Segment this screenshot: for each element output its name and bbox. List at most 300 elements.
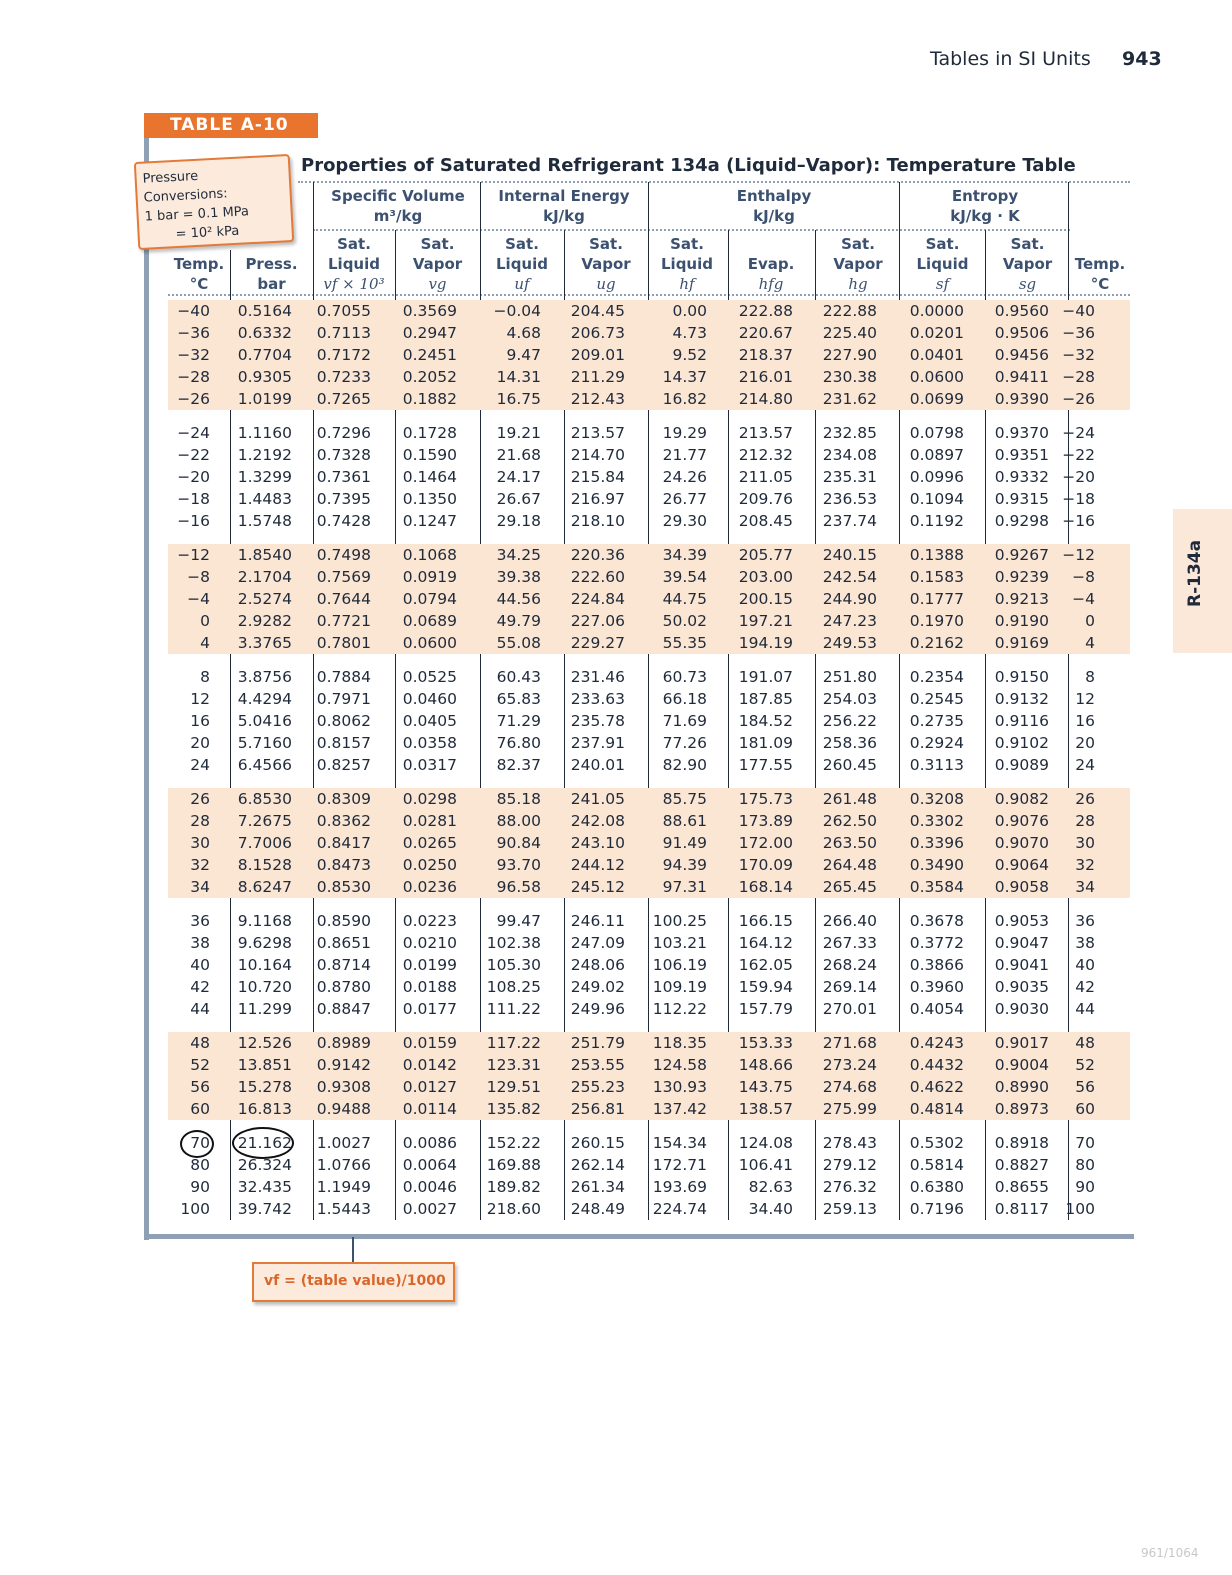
table-cell: 56 (168, 1076, 230, 1098)
gap-cell (168, 1120, 1130, 1132)
table-cell: 90.84 (465, 832, 549, 854)
table-cell: 10.164 (237, 956, 292, 974)
col-hf: Sat. Liquid hf (661, 235, 713, 293)
table-cell: 38 (1075, 934, 1095, 952)
table-cell: 245.12 (549, 876, 633, 898)
table-cell: 0.5302 (909, 1134, 964, 1152)
table-cell: −4 (1057, 588, 1130, 610)
table-cell: 214.70 (570, 446, 625, 464)
table-cell: 248.49 (570, 1200, 625, 1218)
table-cell: 90 (190, 1178, 210, 1196)
table-cell: 0.0405 (402, 712, 457, 730)
table-cell: 52 (168, 1054, 230, 1076)
table-cell: 34 (1057, 876, 1130, 898)
table-cell: 0.9411 (972, 366, 1057, 388)
table-cell: 0.9102 (994, 734, 1049, 752)
table-cell: −0.04 (465, 300, 549, 322)
table-cell: 0.0897 (909, 446, 964, 464)
table-cell: 256.81 (549, 1098, 633, 1120)
table-cell: 85.18 (465, 788, 549, 810)
table-cell: 0.8117 (994, 1200, 1049, 1218)
table-cell: 232.85 (822, 424, 877, 442)
table-cell: −16 (1062, 512, 1095, 530)
table-cell: 0.0689 (379, 610, 465, 632)
table-row (168, 1098, 1130, 1120)
table-cell: 0.5814 (909, 1156, 964, 1174)
table-cell: 260.15 (570, 1134, 625, 1152)
table-cell: 0.1882 (379, 388, 465, 410)
table-cell: 0.1583 (885, 566, 972, 588)
left-rule (144, 138, 149, 1240)
table-cell: 36 (190, 912, 210, 930)
table-cell: 96.58 (465, 876, 549, 898)
table-cell: 5.7160 (237, 734, 292, 752)
table-cell: 0.8714 (316, 956, 371, 974)
table-cell: 0.9070 (972, 832, 1057, 854)
table-cell: 215.84 (570, 468, 625, 486)
table-cell: 259.13 (822, 1200, 877, 1218)
table-cell: 0.1247 (402, 512, 457, 530)
table-cell: 237.91 (570, 734, 625, 752)
table-cell: 0.0699 (885, 388, 972, 410)
table-cell: 0.9169 (972, 632, 1057, 654)
running-head: Tables in SI Units (930, 48, 1091, 70)
table-row (168, 632, 1130, 654)
table-cell: 6.4566 (237, 756, 292, 774)
col-sf: Sat. Liquid sf (916, 235, 969, 293)
table-cell: 231.46 (570, 668, 625, 686)
table-cell: 0.9370 (994, 424, 1049, 442)
table-cell: 34.40 (748, 1200, 793, 1218)
table-cell: 117.22 (465, 1032, 549, 1054)
table-cell: 0.0358 (402, 734, 457, 752)
table-cell: 118.35 (633, 1032, 715, 1054)
table-cell: 216.01 (715, 366, 801, 388)
table-cell: 100 (180, 1200, 210, 1218)
table-row (168, 444, 1130, 466)
table-cell: 3.3765 (230, 632, 300, 654)
gap-cell (168, 654, 1130, 666)
col-temp: Temp. °C (173, 255, 225, 293)
table-cell: 1.1160 (237, 424, 292, 442)
table-cell: 19.21 (496, 424, 541, 442)
table-cell: 1.4483 (237, 490, 292, 508)
group-gap (168, 1120, 1130, 1132)
table-cell: 0.8847 (316, 1000, 371, 1018)
table-cell: 218.60 (486, 1200, 541, 1218)
table-cell: 50.02 (633, 610, 715, 632)
table-cell: 273.24 (801, 1054, 885, 1076)
table-cell: 143.75 (715, 1076, 801, 1098)
table-row (168, 300, 1130, 322)
table-cell: −12 (168, 544, 230, 566)
table-cell: 227.06 (549, 610, 633, 632)
table-cell: 0.0460 (402, 690, 457, 708)
table-cell: 0.2052 (379, 366, 465, 388)
table-cell: 106.19 (652, 956, 707, 974)
table-cell: 0.0046 (402, 1178, 457, 1196)
table-cell: 152.22 (486, 1134, 541, 1152)
gap-cell (168, 532, 1130, 544)
table-row (168, 488, 1130, 510)
table-cell: 0.0114 (379, 1098, 465, 1120)
table-cell: 0.0064 (402, 1156, 457, 1174)
group-entropy: Entropy kJ/kg · K (950, 187, 1020, 225)
table-cell: 0.2735 (909, 712, 964, 730)
table-cell: 212.32 (738, 446, 793, 464)
table-cell: 197.21 (715, 610, 801, 632)
table-cell: 65.83 (496, 690, 541, 708)
table-cell: 200.15 (715, 588, 801, 610)
table-row (168, 1076, 1130, 1098)
table-cell: 6.8530 (230, 788, 300, 810)
table-cell: 0.0265 (379, 832, 465, 854)
table-cell: −32 (168, 344, 230, 366)
table-cell: 211.05 (738, 468, 793, 486)
table-cell: 44.56 (465, 588, 549, 610)
table-cell: 242.08 (549, 810, 633, 832)
table-cell: 32 (1057, 854, 1130, 876)
table-cell: 0.8989 (300, 1032, 379, 1054)
table-cell: 235.78 (570, 712, 625, 730)
table-cell: 0.7801 (300, 632, 379, 654)
table-cell: 264.48 (801, 854, 885, 876)
table-cell: 28 (168, 810, 230, 832)
table-cell: 208.45 (738, 512, 793, 530)
table-cell: 0.8062 (316, 712, 371, 730)
table-row (168, 732, 1130, 754)
table-cell: 0.8990 (972, 1076, 1057, 1098)
table-cell: 16 (1075, 712, 1095, 730)
table-row (168, 322, 1130, 344)
table-row (168, 544, 1130, 566)
table-cell: 0 (168, 610, 230, 632)
note-stem (352, 1237, 354, 1265)
table-cell: 77.26 (662, 734, 707, 752)
table-cell: 90 (1075, 1178, 1095, 1196)
table-cell: 246.11 (570, 912, 625, 930)
table-row (168, 832, 1130, 854)
table-cell: 220.36 (549, 544, 633, 566)
table-cell: 0.0281 (379, 810, 465, 832)
table-cell: 34 (168, 876, 230, 898)
table-cell: 26.77 (662, 490, 707, 508)
table-cell: 16 (190, 712, 210, 730)
table-cell: 274.68 (801, 1076, 885, 1098)
table-cell: 93.70 (465, 854, 549, 876)
table-cell: 234.08 (822, 446, 877, 464)
table-cell: 32.435 (237, 1178, 292, 1196)
table-cell: 1.0766 (316, 1156, 371, 1174)
table-cell: 172.71 (652, 1156, 707, 1174)
table-cell: 60.43 (496, 668, 541, 686)
table-cell: 193.69 (652, 1178, 707, 1196)
table-cell: 8.1528 (230, 854, 300, 876)
gap-cell (168, 1020, 1130, 1032)
table-cell: 0.4432 (885, 1054, 972, 1076)
table-cell: 0.8651 (316, 934, 371, 952)
table-cell: 0.4054 (909, 1000, 964, 1018)
table-cell: 194.19 (715, 632, 801, 654)
table-body (168, 300, 1130, 1220)
table-cell: 137.42 (633, 1098, 715, 1120)
table-cell: 2.9282 (230, 610, 300, 632)
table-cell: 0.9305 (230, 366, 300, 388)
table-cell: 0.0996 (909, 468, 964, 486)
table-cell: 242.54 (801, 566, 885, 588)
table-cell: 80 (190, 1156, 210, 1174)
page-number: 943 (1122, 48, 1162, 70)
table-cell: 14.37 (633, 366, 715, 388)
table-cell: 0.7428 (316, 512, 371, 530)
table-cell: 70 (190, 1134, 210, 1152)
table-cell: 265.45 (801, 876, 885, 898)
table-cell: 0.9332 (994, 468, 1049, 486)
table-cell: 100 (1065, 1200, 1095, 1218)
table-cell: 111.22 (486, 1000, 541, 1018)
table-row (168, 710, 1130, 732)
table-cell: 12 (190, 690, 210, 708)
group-gap (168, 410, 1130, 422)
table-cell: 82.90 (662, 756, 707, 774)
table-cell: 32 (168, 854, 230, 876)
table-cell: 88.00 (465, 810, 549, 832)
table-cell: 0.0317 (402, 756, 457, 774)
table-cell: 0.9298 (994, 512, 1049, 530)
table-cell: 0.9132 (994, 690, 1049, 708)
table-row (168, 666, 1130, 688)
table-cell: 0.9058 (972, 876, 1057, 898)
table-cell: 236.53 (822, 490, 877, 508)
side-tab-label: R-134a (1185, 539, 1205, 607)
pressure-conversion-line2: = 10² kPa (175, 223, 240, 243)
table-cell: 0.3866 (909, 956, 964, 974)
table-cell: 0.9116 (994, 712, 1049, 730)
table-cell: 42 (1075, 978, 1095, 996)
table-cell: 0.4814 (885, 1098, 972, 1120)
table-cell: 1.5443 (316, 1200, 371, 1218)
table-cell: 0.9390 (972, 388, 1057, 410)
table-cell: 9.47 (465, 344, 549, 366)
table-cell: 212.43 (549, 388, 633, 410)
table-cell: 240.15 (801, 544, 885, 566)
table-cell: 214.80 (715, 388, 801, 410)
table-cell: 0.1094 (909, 490, 964, 508)
table-cell: 76.80 (496, 734, 541, 752)
table-cell: −24 (177, 424, 210, 442)
table-cell: 0 (1057, 610, 1130, 632)
table-cell: 0.9267 (972, 544, 1057, 566)
table-cell: 0.3302 (885, 810, 972, 832)
table-cell: 135.82 (465, 1098, 549, 1120)
table-cell: 162.05 (738, 956, 793, 974)
table-cell: 0.9017 (972, 1032, 1057, 1054)
col-hfg: Evap. hfg (747, 255, 795, 293)
table-cell: 0.0027 (402, 1200, 457, 1218)
table-cell: 94.39 (633, 854, 715, 876)
table-cell: −8 (168, 566, 230, 588)
table-cell: 209.76 (738, 490, 793, 508)
table-cell: −4 (168, 588, 230, 610)
table-row (168, 566, 1130, 588)
table-cell: 109.19 (652, 978, 707, 996)
table-cell: 0.1350 (402, 490, 457, 508)
table-cell: 55.08 (465, 632, 549, 654)
table-cell: 9.1168 (237, 912, 292, 930)
table-cell: 204.45 (549, 300, 633, 322)
table-cell: 124.08 (738, 1134, 793, 1152)
table-cell: 0.0600 (885, 366, 972, 388)
table-cell: 66.18 (662, 690, 707, 708)
table-cell: 266.40 (822, 912, 877, 930)
table-cell: 0.8780 (316, 978, 371, 996)
table-cell: 0.0250 (379, 854, 465, 876)
table-cell: 157.79 (738, 1000, 793, 1018)
table-cell: 229.27 (549, 632, 633, 654)
table-cell: 21.162 (237, 1134, 292, 1152)
table-cell: 0.5164 (230, 300, 300, 322)
table-cell: 267.33 (822, 934, 877, 952)
table-cell: 0.7233 (300, 366, 379, 388)
table-cell: 29.30 (662, 512, 707, 530)
table-cell: 39.38 (465, 566, 549, 588)
table-cell: 0.7704 (230, 344, 300, 366)
table-cell: 269.14 (822, 978, 877, 996)
table-cell: 220.67 (715, 322, 801, 344)
table-cell: 172.00 (715, 832, 801, 854)
table-cell: 29.18 (496, 512, 541, 530)
table-cell: 261.34 (570, 1178, 625, 1196)
table-row (168, 932, 1130, 954)
table-cell: 268.24 (822, 956, 877, 974)
annotation-circle-press (232, 1127, 294, 1159)
col-vf: Sat. Liquid vf × 10³ (323, 235, 385, 293)
table-cell: 60.73 (662, 668, 707, 686)
table-cell: 168.14 (715, 876, 801, 898)
table-cell: 0.3584 (885, 876, 972, 898)
table-cell: 1.0199 (230, 388, 300, 410)
group-gap (168, 532, 1130, 544)
table-cell: 71.69 (662, 712, 707, 730)
col-press: Press. bar (245, 255, 298, 293)
table-cell: 0.0199 (402, 956, 457, 974)
table-cell: 203.00 (715, 566, 801, 588)
table-cell: 169.88 (486, 1156, 541, 1174)
table-cell: 24 (190, 756, 210, 774)
table-cell: 279.12 (822, 1156, 877, 1174)
table-cell: 0.0798 (909, 424, 964, 442)
table-cell: 1.3299 (237, 468, 292, 486)
table-cell: 222.88 (801, 300, 885, 322)
table-cell: 0.0236 (379, 876, 465, 898)
table-row (168, 1054, 1130, 1076)
table-row (168, 588, 1130, 610)
table-cell: 211.29 (549, 366, 633, 388)
table-cell: 225.40 (801, 322, 885, 344)
table-cell: 55.35 (633, 632, 715, 654)
gap-cell (168, 776, 1130, 788)
table-cell: 254.03 (822, 690, 877, 708)
table-cell: 240.01 (570, 756, 625, 774)
group-enthalpy: Enthalpy kJ/kg (736, 187, 812, 225)
table-cell: 36 (1075, 912, 1095, 930)
table-cell: 173.89 (715, 810, 801, 832)
table-row (168, 466, 1130, 488)
table-cell: 24 (1075, 756, 1095, 774)
table-row (168, 388, 1130, 410)
table-cell: 0.9047 (994, 934, 1049, 952)
table-cell: 42 (190, 978, 210, 996)
table-cell: 0.2354 (909, 668, 964, 686)
table-row (168, 422, 1130, 444)
table-cell: 1.0027 (316, 1134, 371, 1152)
table-cell: 97.31 (633, 876, 715, 898)
table-cell: 19.29 (662, 424, 707, 442)
table-cell: 0.3678 (909, 912, 964, 930)
table-cell: 243.10 (549, 832, 633, 854)
group-rule (313, 229, 1070, 231)
table-cell: 0.4243 (885, 1032, 972, 1054)
table-cell: 275.99 (801, 1098, 885, 1120)
table-cell: 0.8257 (316, 756, 371, 774)
table-cell: 20 (190, 734, 210, 752)
table-cell: 191.07 (738, 668, 793, 686)
table-cell: 216.97 (570, 490, 625, 508)
table-row (168, 366, 1130, 388)
table-cell: 249.96 (570, 1000, 625, 1018)
table-cell: 30 (1057, 832, 1130, 854)
table-cell: 39.742 (237, 1200, 292, 1218)
table-cell: 0.0210 (402, 934, 457, 952)
table-cell: 0.9308 (300, 1076, 379, 1098)
table-cell: 11.299 (237, 1000, 292, 1018)
table-cell: 15.278 (230, 1076, 300, 1098)
table-row (168, 1154, 1130, 1176)
table-cell: 30 (168, 832, 230, 854)
table-cell: 82.63 (748, 1178, 793, 1196)
table-row (168, 754, 1130, 776)
table-cell: 244.12 (549, 854, 633, 876)
table-cell: 241.05 (549, 788, 633, 810)
table-cell: 99.47 (496, 912, 541, 930)
table-cell: 233.63 (570, 690, 625, 708)
table-cell: 4.4294 (237, 690, 292, 708)
table-cell: 0.7644 (300, 588, 379, 610)
table-cell: 60 (1057, 1098, 1130, 1120)
table-cell: −40 (168, 300, 230, 322)
pressure-conversions-title: Pressure Conversions: (142, 168, 229, 206)
table-cell: −28 (1057, 366, 1130, 388)
table-cell: 71.29 (496, 712, 541, 730)
table-cell: 4.68 (465, 322, 549, 344)
table-cell: 248.06 (570, 956, 625, 974)
table-cell: 1.1949 (316, 1178, 371, 1196)
table-cell: 154.34 (652, 1134, 707, 1152)
table-cell: 0.8655 (994, 1178, 1049, 1196)
table-row (168, 910, 1130, 932)
table-cell: 0.9089 (994, 756, 1049, 774)
table-cell: 177.55 (738, 756, 793, 774)
col-vg: Sat. Vapor vg (412, 235, 463, 293)
table-cell: −28 (168, 366, 230, 388)
table-cell: 60 (168, 1098, 230, 1120)
table-cell: 0.3772 (909, 934, 964, 952)
table-row (168, 510, 1130, 532)
table-cell: 0.9506 (972, 322, 1057, 344)
table-cell: 12 (1075, 690, 1095, 708)
table-cell: 0.1192 (909, 512, 964, 530)
table-cell: 249.02 (570, 978, 625, 996)
